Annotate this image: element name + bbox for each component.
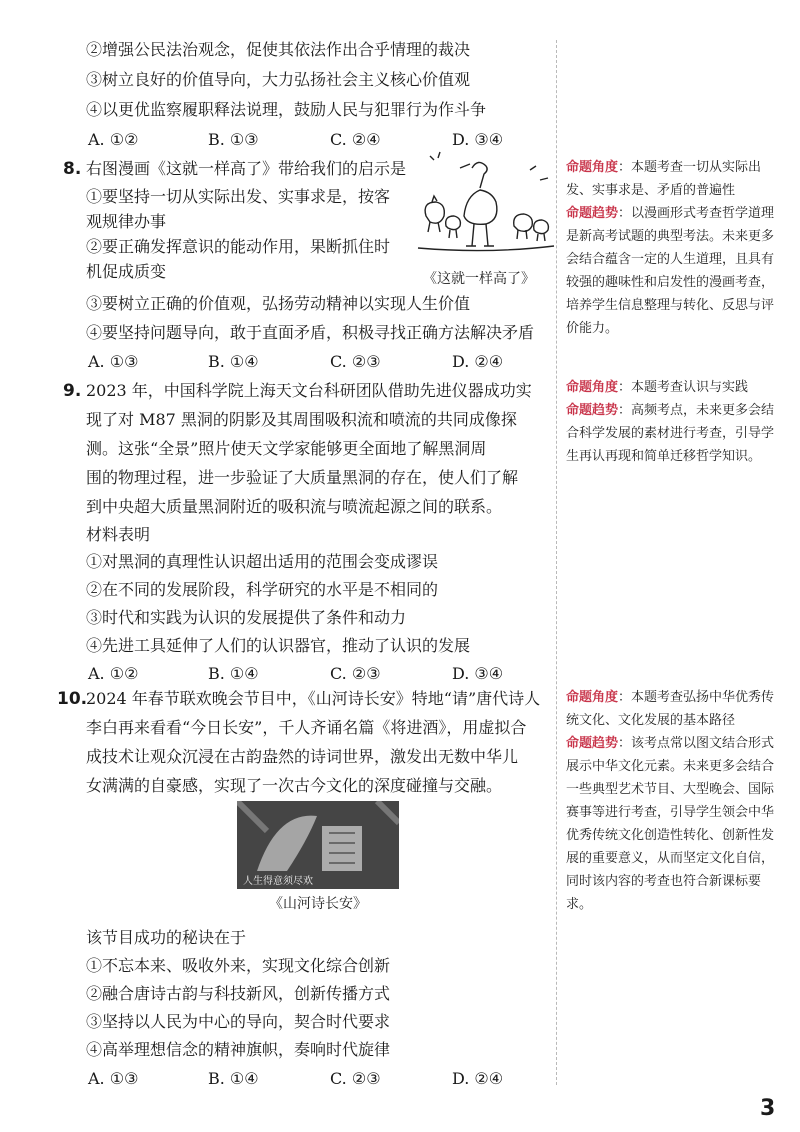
option-c[interactable]: C. ②④ (330, 130, 381, 149)
question-stem: 到中央超大质量黑洞附近的吸积流与喷流起源之间的联系。 (86, 497, 503, 516)
question-number-10: 10. (57, 689, 88, 709)
angle-text: ：本题考查认识与实践 (618, 380, 749, 395)
option-a[interactable]: A. ①② (88, 130, 139, 149)
choice-line: ③坚持以人民为中心的导向，契合时代要求 (86, 1012, 391, 1031)
angle-text: ：本题考查一切从实际出发、实事求是、矛盾的普遍性 (566, 160, 762, 198)
choice-line: ④高举理想信念的精神旗帜，奏响时代旋律 (86, 1040, 391, 1059)
option-b[interactable]: B. ①④ (208, 1069, 259, 1088)
choice-line: ④要坚持问题导向，敢于直面矛盾，积极寻找正确方法解决矛盾 (86, 323, 535, 342)
option-b[interactable]: B. ①③ (208, 130, 259, 149)
option-d[interactable]: D. ②④ (452, 1069, 504, 1088)
choice-line: 机促成质变 (86, 262, 167, 281)
performance-photo (237, 801, 399, 889)
question-stem: 成技术让观众沉浸在古韵盎然的诗词世界，激发出无数中华儿 (86, 747, 519, 766)
trend-tag: 命题趋势 (566, 206, 619, 221)
question-stem: 围的物理过程，进一步验证了大质量黑洞的存在，使人们了解 (86, 468, 519, 487)
trend-text: ：高频考点，未来更多会结合科学发展的素材进行考查，引导学生再认再现和简单迁移哲学知识。 (566, 403, 775, 464)
angle-text: ：本题考查弘扬中华优秀传统文化、文化发展的基本路径 (566, 690, 775, 728)
angle-tag: 命题角度 (566, 380, 619, 395)
choice-line: ③要树立正确的价值观，弘扬劳动精神以实现人生价值 (86, 294, 471, 313)
side-note-q9 (566, 376, 776, 468)
question-stem: 右图漫画《这就一样高了》带给我们的启示是 (86, 159, 407, 178)
question-stem: 现了对 M87 黑洞的阴影及其周围吸积流和喷流的共同成像探 (86, 410, 517, 429)
side-note-q10 (566, 686, 776, 916)
trend-text: ：以漫画形式考查哲学道理是新高考试题的典型考法。未来更多会结合蕴含一定的人生道理，且具有较强的趣味性和启发性的漫画考查，培养学生信息整理与转化、反思与评价能力。 (566, 206, 775, 336)
option-d[interactable]: D. ②④ (452, 352, 504, 371)
question-prompt: 材料表明 (86, 525, 151, 544)
question-stem: 测。这张“全景”照片使天文学家能够更全面地了解黑洞周 (86, 439, 487, 458)
question-prompt: 该节目成功的秘诀在于 (86, 928, 247, 947)
trend-text: ：该考点常以图文结合形式展示中华文化元素。未来更多会结合一些典型艺术节目、大型晚会、国际赛事等进行考查，引导学生领会中华优秀传统文化创造性转化、创新性发展的重要意义，从而坚定文化自信，同时该内容的考查也符合新课标要求。 (566, 736, 775, 912)
option-b[interactable]: B. ①④ (208, 664, 259, 683)
choice-line: ②要正确发挥意识的能动作用，果断抓住时 (86, 237, 391, 256)
choice-line: ④先进工具延伸了人们的认识器官，推动了认识的发展 (86, 636, 471, 655)
cartoon-caption: 《这就一样高了》 (423, 271, 535, 287)
option-d[interactable]: D. ③④ (452, 130, 504, 149)
angle-tag: 命题角度 (566, 690, 619, 705)
choice-line: ①要坚持一切从实际出发、实事求是，按客 (86, 187, 391, 206)
question-number-9: 9. (63, 381, 82, 401)
question-stem: 2024 年春节联欢晚会节目中，《山河诗长安》特地“请”唐代诗人 (86, 689, 541, 708)
trend-tag: 命题趋势 (566, 736, 619, 751)
photo-subtitle: 人生得意须尽欢 (243, 876, 313, 887)
angle-tag: 命题角度 (566, 160, 619, 175)
page-number: 3 (760, 1096, 776, 1121)
photo-caption: 《山河诗长安》 (269, 896, 367, 912)
option-c[interactable]: C. ②③ (330, 352, 381, 371)
question-number-8: 8. (63, 159, 82, 179)
choice-line: ②在不同的发展阶段，科学研究的水平是不相同的 (86, 580, 439, 599)
option-a[interactable]: A. ①② (88, 664, 139, 683)
choice-line: ①对黑洞的真理性认识超出适用的范围会变成谬误 (86, 552, 439, 571)
choice-line: ②融合唐诗古韵与科技新风，创新传播方式 (86, 984, 391, 1003)
option-a[interactable]: A. ①③ (88, 352, 139, 371)
column-divider (556, 40, 557, 1085)
trend-tag: 命题趋势 (566, 403, 619, 418)
side-note-q8 (566, 156, 776, 340)
choice-line: ③时代和实践为认识的发展提供了条件和动力 (86, 608, 407, 627)
question-stem: 女满满的自豪感，实现了一次古今文化的深度碰撞与交融。 (86, 776, 503, 795)
choice-line: ②增强公民法治观念，促使其依法作出合乎情理的裁决 (86, 40, 471, 59)
choice-line: ③树立良好的价值导向，大力弘扬社会主义核心价值观 (86, 70, 471, 89)
option-a[interactable]: A. ①③ (88, 1069, 139, 1088)
choice-line: ④以更优监察履职释法说理，鼓励人民与犯罪行为作斗争 (86, 100, 487, 119)
question-stem: 李白再来看看“今日长安”，千人齐诵名篇《将进酒》，用虚拟合 (86, 718, 527, 737)
option-d[interactable]: D. ③④ (452, 664, 504, 683)
option-c[interactable]: C. ②③ (330, 1069, 381, 1088)
cartoon-illustration (410, 150, 560, 260)
choice-line: 观规律办事 (86, 212, 167, 231)
option-b[interactable]: B. ①④ (208, 352, 259, 371)
question-stem: 2023 年，中国科学院上海天文台科研团队借助先进仪器成功实 (86, 381, 532, 400)
option-c[interactable]: C. ②③ (330, 664, 381, 683)
choice-line: ①不忘本来、吸收外来，实现文化综合创新 (86, 956, 391, 975)
